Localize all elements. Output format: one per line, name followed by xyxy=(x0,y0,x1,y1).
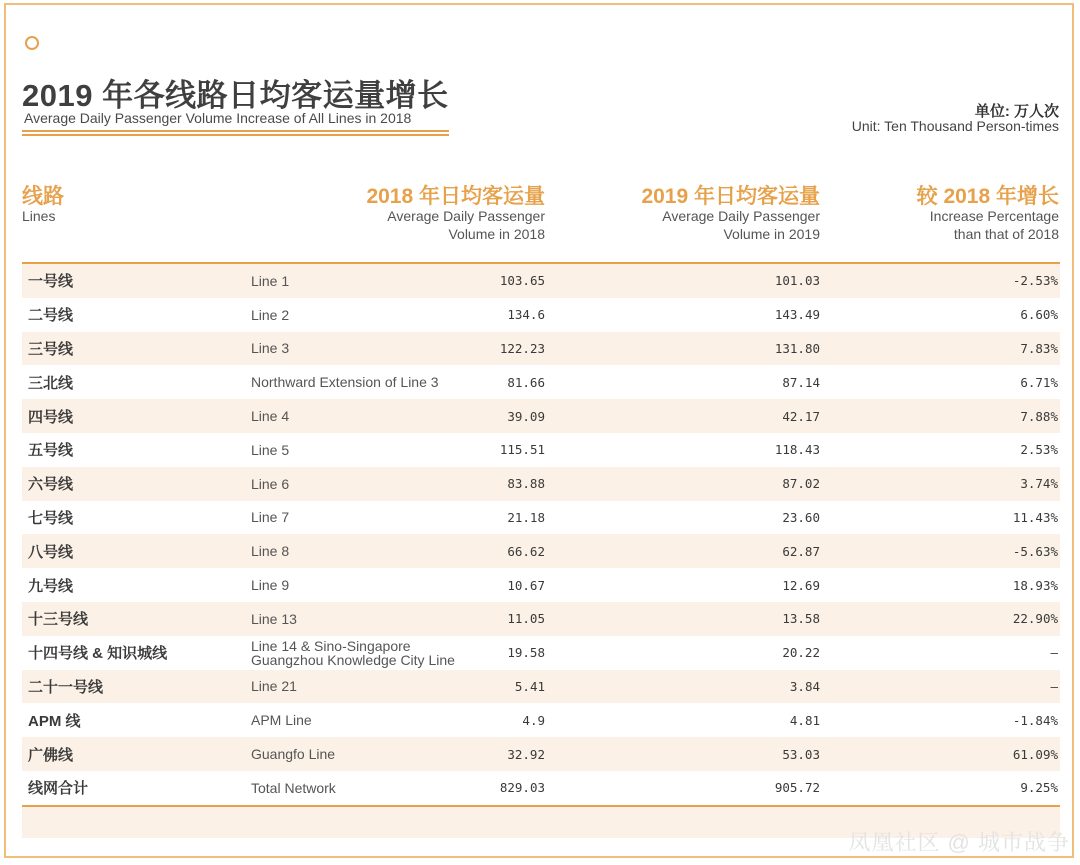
volume-2018: 5.41 xyxy=(514,678,545,694)
header-2018-en-line1: Average Daily Passenger xyxy=(387,208,545,224)
table-row xyxy=(22,534,1060,568)
line-name-cn: 三号线 xyxy=(28,340,74,358)
increase-percentage: 6.60% xyxy=(1020,307,1058,323)
table-row xyxy=(22,703,1060,737)
increase-percentage: 11.43% xyxy=(1012,509,1058,525)
increase-percentage: 7.88% xyxy=(1020,408,1058,424)
line-name-en xyxy=(251,636,455,670)
header-2019-en-line1: Average Daily Passenger xyxy=(662,208,820,224)
table-row xyxy=(22,399,1060,433)
increase-percentage: 18.93% xyxy=(1012,577,1058,593)
volume-2019: 131.80 xyxy=(774,340,820,356)
volume-2019: 143.49 xyxy=(774,307,820,323)
increase-percentage: 22.90% xyxy=(1012,611,1058,627)
line-name-en-text: Line 4 xyxy=(251,408,290,425)
line-name-en xyxy=(251,602,297,636)
circle-icon xyxy=(25,36,39,50)
volume-2019: 3.84 xyxy=(789,678,820,694)
table-row xyxy=(22,670,1060,704)
header-lines-cn: 线路 xyxy=(22,185,64,208)
line-name-en xyxy=(251,264,289,298)
line-name-en-text-2: Guangzhou Knowledge City Line xyxy=(251,651,455,668)
line-name-cn: 十四号线 & 知识城线 xyxy=(28,645,168,663)
header-increase-en-line2: than that of 2018 xyxy=(953,226,1059,242)
increase-percentage: — xyxy=(1050,645,1058,661)
line-name-en xyxy=(251,568,289,602)
line-name-en xyxy=(251,298,289,332)
volume-2018: 4.9 xyxy=(522,712,545,728)
volume-2019: 12.69 xyxy=(782,577,820,593)
line-name-cn: 六号线 xyxy=(28,476,74,494)
header-2018-cn: 2018 年日均客运量 xyxy=(366,185,545,208)
line-name-en xyxy=(251,467,289,501)
page-subtitle: Average Daily Passenger Volume Increase of All Lines in 2018 xyxy=(24,110,412,126)
line-name-cn: 二号线 xyxy=(28,307,74,325)
volume-2018: 81.66 xyxy=(507,374,545,390)
increase-percentage: 6.71% xyxy=(1020,374,1058,390)
line-name-en-text: Line 1 xyxy=(251,272,290,289)
unit-label-cn: 单位: 万人次 xyxy=(974,103,1059,120)
volume-2019: 4.81 xyxy=(789,712,820,728)
volume-2018: 39.09 xyxy=(507,408,545,424)
volume-2018: 19.58 xyxy=(507,645,545,661)
increase-percentage: 61.09% xyxy=(1012,746,1058,762)
line-name-en-text: Line 5 xyxy=(251,441,290,458)
line-name-en xyxy=(251,433,289,467)
header-2018-en-line2: Volume in 2018 xyxy=(448,226,545,242)
volume-2019: 87.02 xyxy=(782,476,820,492)
volume-2018: 21.18 xyxy=(507,509,545,525)
line-name-cn: 广佛线 xyxy=(28,746,74,764)
line-name-en-text: APM Line xyxy=(251,712,312,729)
volume-2019: 53.03 xyxy=(782,746,820,762)
volume-2019: 20.22 xyxy=(782,645,820,661)
header-2019-cn: 2019 年日均客运量 xyxy=(641,185,820,208)
line-name-cn: 八号线 xyxy=(28,543,74,561)
line-name-en xyxy=(251,332,289,366)
volume-2019: 905.72 xyxy=(774,780,820,796)
line-name-en-text: Guangfo Line xyxy=(251,746,336,763)
line-name-cn: APM 线 xyxy=(28,712,81,730)
table-row xyxy=(22,501,1060,535)
line-name-cn: 十三号线 xyxy=(28,611,89,629)
watermark: 凤凰社区 @ 城市战争 xyxy=(848,830,1070,855)
line-name-en-text: Total Network xyxy=(251,779,336,796)
table-row xyxy=(22,467,1060,501)
line-name-en xyxy=(251,399,289,433)
volume-2018: 32.92 xyxy=(507,746,545,762)
line-name-en-text: Line 21 xyxy=(251,678,297,695)
line-name-en xyxy=(251,771,336,805)
line-name-cn: 五号线 xyxy=(28,442,74,460)
table-row xyxy=(22,332,1060,366)
volume-2018: 11.05 xyxy=(507,611,545,627)
increase-percentage: -1.84% xyxy=(1012,712,1058,728)
line-name-cn: 一号线 xyxy=(28,273,74,291)
volume-2019: 42.17 xyxy=(782,408,820,424)
table-row xyxy=(22,602,1060,636)
volume-2018: 134.6 xyxy=(507,307,545,323)
line-name-en xyxy=(251,737,335,771)
table-row xyxy=(22,298,1060,332)
increase-percentage: 3.74% xyxy=(1020,476,1058,492)
line-name-en-text: Line 3 xyxy=(251,340,290,357)
table-row xyxy=(22,264,1060,298)
header-2019-en-line2: Volume in 2019 xyxy=(723,226,820,242)
line-name-cn: 四号线 xyxy=(28,408,74,426)
increase-percentage: -5.63% xyxy=(1012,543,1058,559)
increase-percentage: 2.53% xyxy=(1020,442,1058,458)
volume-2018: 83.88 xyxy=(507,476,545,492)
line-name-en-text: Line 7 xyxy=(251,509,290,526)
increase-percentage: — xyxy=(1050,678,1058,694)
volume-2018: 122.23 xyxy=(499,340,545,356)
ridership-table xyxy=(22,262,1060,838)
table-body xyxy=(22,264,1060,805)
line-name-cn: 二十一号线 xyxy=(28,678,104,696)
line-name-en-text: Line 14 & Sino-Singapore xyxy=(251,637,411,654)
line-name-en-text: Line 8 xyxy=(251,543,290,560)
header-increase-en-line1: Increase Percentage xyxy=(929,208,1059,224)
volume-2018: 115.51 xyxy=(499,442,545,458)
table-row xyxy=(22,771,1060,805)
header-lines-en: Lines xyxy=(22,208,56,224)
line-name-en-text: Northward Extension of Line 3 xyxy=(251,374,439,391)
increase-percentage: 7.83% xyxy=(1020,340,1058,356)
volume-2019: 118.43 xyxy=(774,442,820,458)
volume-2018: 66.62 xyxy=(507,543,545,559)
line-name-en xyxy=(251,501,289,535)
volume-2019: 87.14 xyxy=(782,374,820,390)
line-name-en xyxy=(251,703,312,737)
volume-2018: 829.03 xyxy=(499,780,545,796)
line-name-en-text: Line 6 xyxy=(251,475,290,492)
line-name-cn: 线网合计 xyxy=(28,780,89,798)
line-name-en-text: Line 9 xyxy=(251,577,290,594)
unit-label-en: Unit: Ten Thousand Person-times xyxy=(851,118,1059,134)
table-row xyxy=(22,433,1060,467)
line-name-en xyxy=(251,365,439,399)
increase-percentage: 9.25% xyxy=(1020,780,1058,796)
table-row xyxy=(22,636,1060,670)
volume-2018: 10.67 xyxy=(507,577,545,593)
line-name-en xyxy=(251,670,297,704)
volume-2019: 62.87 xyxy=(782,543,820,559)
header-increase-cn: 较 2018 年增长 xyxy=(916,185,1059,208)
table-row xyxy=(22,737,1060,771)
line-name-cn: 三北线 xyxy=(28,374,74,392)
line-name-en-text: Line 13 xyxy=(251,610,297,627)
volume-2019: 13.58 xyxy=(782,611,820,627)
line-name-cn: 九号线 xyxy=(28,577,74,595)
volume-2018: 103.65 xyxy=(499,273,545,289)
increase-percentage: -2.53% xyxy=(1012,273,1058,289)
volume-2019: 101.03 xyxy=(774,273,820,289)
page-title: 2019 年各线路日均客运量增长 xyxy=(22,78,449,113)
volume-2019: 23.60 xyxy=(782,509,820,525)
title-double-rule xyxy=(22,130,449,136)
table-row xyxy=(22,365,1060,399)
table-row xyxy=(22,568,1060,602)
line-name-en-text: Line 2 xyxy=(251,306,290,323)
line-name-en xyxy=(251,534,289,568)
line-name-cn: 七号线 xyxy=(28,509,74,527)
